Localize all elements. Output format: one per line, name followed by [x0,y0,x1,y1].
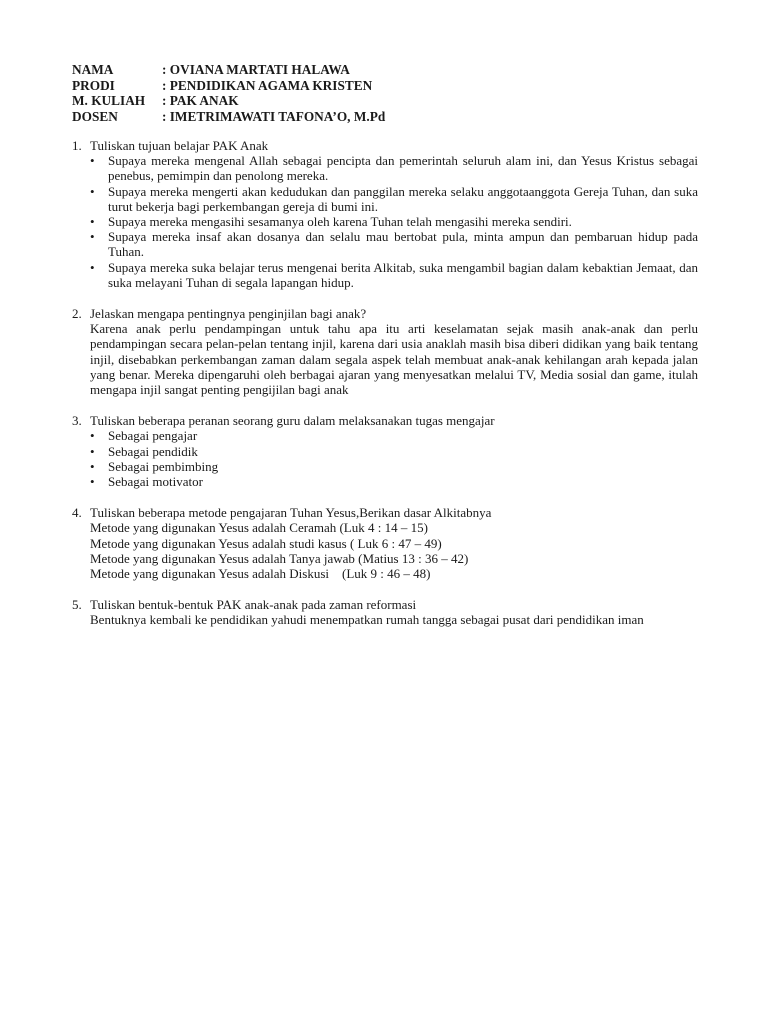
question-list [72,138,698,644]
list-item: • Supaya mereka insaf akan dosanya dan selalu mau bertobat pula, minta ampun dan pembaruan hidup pada Tuhan. [108,229,698,259]
question-number: 1. [72,138,82,153]
question-text: Jelaskan mengapa pentingnya penginjilan bagi anak? [90,306,367,322]
question-text: Tuliskan tujuan belajar PAK Anak [90,138,269,153]
header-value: : IMETRIMAWATI TAFONA’O, M.Pd [162,108,386,124]
answer-line: Metode yang digunakan Yesus adalah Ceramah (Luk 4 : 14 – 15) [90,520,428,536]
identity-header [72,62,385,124]
header-row-prodi [72,78,385,94]
answer-bullet-list [72,153,698,290]
question-text: Tuliskan bentuk-bentuk PAK anak-anak pada zaman reformasi [90,597,417,613]
answer-paragraph: Bentuknya kembali ke pendidikan yahudi menempatkan rumah tangga sebagai pusat dari pendidikan iman [90,612,644,628]
answer-line: Metode yang digunakan Yesus adalah studi kasus ( Luk 6 : 47 – 49) [90,535,442,551]
question-4 [72,505,698,581]
header-key: PRODI [72,77,115,93]
answer-line: Metode yang digunakan Yesus adalah Tanya jawab (Matius 13 : 36 – 42) [90,550,469,566]
list-item: • Supaya mereka suka belajar terus mengenai berita Alkitab, suka mengambil bagian dalam kebaktian Jemaat, dan suka melayani Tuhan di segala lapangan hidup. [108,260,698,290]
list-item: • Sebagai pembimbing [108,459,698,474]
list-item: • Supaya mereka mengasihi sesamanya oleh karena Tuhan telah mengasihi mereka sendiri. [108,214,698,229]
list-item: • Supaya mereka mengenal Allah sebagai pencipta dan pemerintah seluruh alam ini, dan Yesus Kristus sebagai penebus, pemimpin dan penolong mereka. [108,153,698,183]
answer-bullet-list [72,428,698,489]
question-text: Tuliskan beberapa peranan seorang guru dalam melaksanakan tugas mengajar [90,413,495,429]
question-2 [72,306,698,397]
question-number: 4. [72,505,82,521]
answer-line: Metode yang digunakan Yesus adalah Diskusi (Luk 9 : 46 – 48) [90,566,431,582]
question-text: Tuliskan beberapa metode pengajaran Tuhan Yesus,Berikan dasar Alkitabnya [90,505,492,521]
header-value: : PENDIDIKAN AGAMA KRISTEN [162,77,373,93]
question-number: 3. [72,413,82,429]
list-item: • Supaya mereka mengerti akan kedudukan dan panggilan mereka selaku anggotaanggota Gereja Tuhan, dan suka turut bekerja bagi perkembangan gereja di bumi ini. [108,184,698,214]
header-key: M. KULIAH [72,93,146,108]
question-number: 2. [72,306,82,322]
header-key: NAMA [72,62,114,77]
header-row-mata-kuliah [72,93,385,109]
question-1 [72,138,698,290]
list-item: • Sebagai pengajar [108,428,698,443]
list-item: • Sebagai motivator [108,474,698,489]
header-row-nama [72,62,385,78]
header-value: : OVIANA MARTATI HALAWA [162,62,350,77]
answer-paragraph: Karena anak perlu pendampingan untuk tahu apa itu arti keselamatan sejak masih anak-anak dan perlu pendampingan secara pelan-pelan tentang injil, karena dari usia anaklah masih bisa diberi didikan yang baik tentang injil, disebabkan perkembangan zaman dalam segala aspek telah membuat anak-anak kehilangan arah kepada jalan yang benar. Mereka dipengaruhi oleh berbagai ajaran yang menyesatkan melalui TV, Media sosial dan game, itulah mengapa injil sangat penting pengijilan bagi anak [90,321,698,398]
list-item: • Sebagai pendidik [108,444,698,459]
header-key: DOSEN [72,108,118,124]
question-3 [72,413,698,489]
question-5 [72,597,698,627]
header-row-dosen [72,109,385,125]
question-number: 5. [72,597,82,613]
header-value: : PAK ANAK [162,93,239,108]
